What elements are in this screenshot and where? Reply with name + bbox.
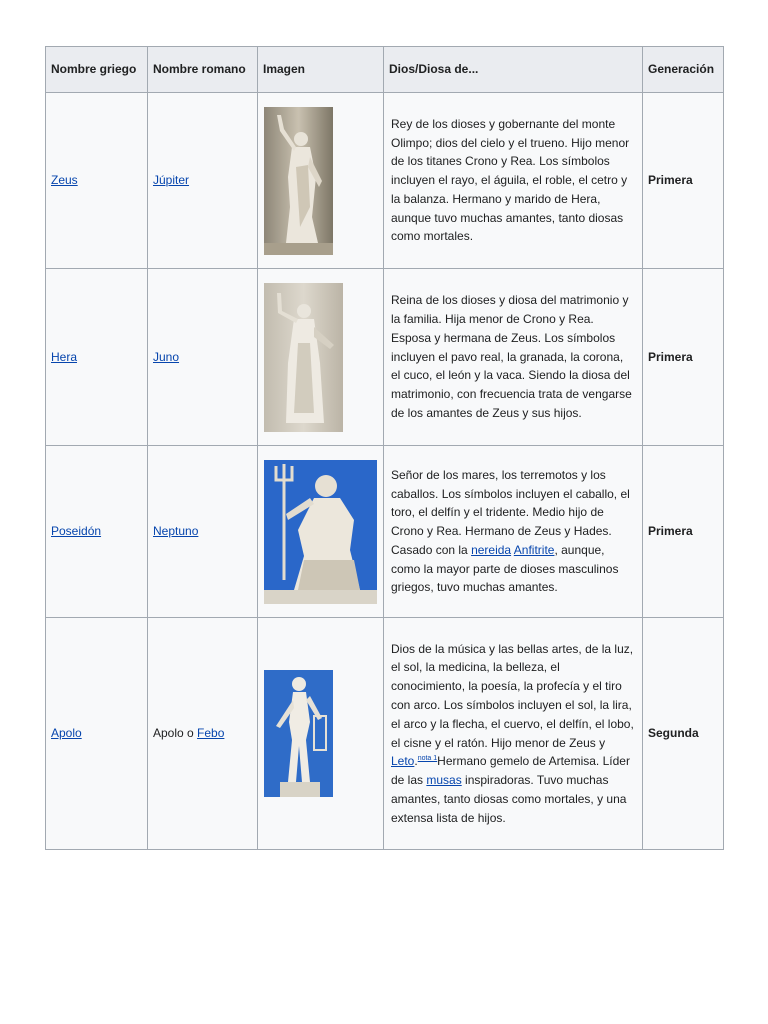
header-image: Imagen	[258, 47, 384, 93]
gods-table	[45, 46, 724, 850]
description-cell: Rey de los dioses y gobernante del monte Olimpo; dios del cielo y el trueno. Hijo menor de los titanes Crono y Rea. Los símbolos incluyen el rayo, el águila, el roble, el cetro y la balanza. Hermano y marido de Hera, aunque tuvo muchas amantes, tanto diosas como mortales.	[384, 93, 643, 269]
description-text: , aunque, como la mayor parte de dioses masculinos griegos, tuvo muchas amantes.	[391, 542, 619, 595]
hera-statue-image[interactable]	[264, 283, 378, 432]
link-anfitrite[interactable]: Anfitrite	[513, 542, 555, 557]
link-leto[interactable]: Leto	[391, 754, 415, 769]
header-generation: Generación	[643, 47, 724, 93]
description-cell: Reina de los dioses y diosa del matrimonio y la familia. Hija menor de Crono y Rea. Esposa y hermana de Zeus. Los símbolos incluyen el pavo real, la granada, la corona, el cuco, el león y la vaca. Siendo la diosa del matrimonio, con frecuencia trata de vengarse de los amantes de Zeus y sus hijos.	[384, 269, 643, 446]
greek-name-cell	[46, 269, 148, 446]
generation-cell: Primera	[643, 93, 724, 269]
footnote-link[interactable]: nota 1	[417, 755, 438, 763]
table-row	[46, 93, 724, 269]
table-row	[46, 269, 724, 446]
description-text: Señor de los mares, los terremotos y los caballos. Los símbolos incluyen el caballo, el toro, el delfín y el tridente. Medio hijo de Crono y Rea. Hermano de Zeus y Hades. Casado con la	[391, 467, 630, 557]
zeus-statue-image[interactable]	[264, 107, 378, 255]
link-neptuno[interactable]: Neptuno	[153, 524, 199, 539]
header-greek-name: Nombre griego	[46, 47, 148, 93]
link-zeus[interactable]: Zeus	[51, 173, 78, 188]
greek-name-cell	[46, 446, 148, 618]
image-cell	[258, 446, 384, 618]
poseidon-statue-image[interactable]	[264, 460, 378, 604]
generation-cell: Primera	[643, 269, 724, 446]
roman-name-text: Apolo o	[153, 726, 198, 741]
roman-name-cell	[148, 618, 258, 850]
link-nereida[interactable]: nereida	[471, 542, 512, 557]
table-header-row	[46, 47, 724, 93]
description-cell: Dios de la música y las bellas artes, de la luz, el sol, la medicina, la belleza, el conocimiento, la poesía, la profecía y el tiro con arco. Los símbolos incluyen el sol, la lira, el arco y la flecha, el cuervo, el delfín, el lobo, el cisne y el ratón. Hijo menor de Zeus y Leto.$^{nota 1}$Hermano gemelo de Artemisa. Líder de las musas inspiradoras. Tuvo muchas amantes, tanto diosas como mortales, y una extensa lista de hijos.	[384, 618, 643, 850]
link-jupiter[interactable]: Júpiter	[153, 173, 190, 188]
greek-name-cell	[46, 618, 148, 850]
link-poseidon[interactable]: Poseidón	[51, 524, 102, 539]
generation-cell: Segunda	[643, 618, 724, 850]
roman-name-cell	[148, 269, 258, 446]
image-cell	[258, 269, 384, 446]
description-text: Hermano gemelo de Artemisa. Líder de las	[391, 754, 630, 788]
link-hera[interactable]: Hera	[51, 349, 78, 364]
roman-name-cell	[148, 446, 258, 618]
description-cell	[384, 446, 643, 618]
generation-cell: Primera	[643, 446, 724, 618]
apolo-statue-image[interactable]	[264, 670, 378, 797]
link-juno[interactable]: Juno	[153, 349, 180, 364]
description-text: inspiradoras. Tuvo muchas amantes, tanto diosas como mortales, y una extensa lista de hijos.	[391, 773, 627, 825]
table-row	[46, 618, 724, 850]
link-musas[interactable]: musas	[426, 773, 462, 788]
description-text: Dios de la música y las bellas artes, de la luz, el sol, la medicina, la belleza, el conocimiento, la poesía, la profecía y el tiro con arco. Los símbolos incluyen el sol, la lira, el arco y la flecha, el cuervo, el delfín, el lobo, el cisne y el ratón. Hijo menor de Zeus y	[391, 641, 634, 750]
link-apolo[interactable]: Apolo	[51, 726, 82, 741]
table-row	[46, 446, 724, 618]
greek-name-cell	[46, 93, 148, 269]
roman-name-cell	[148, 93, 258, 269]
header-roman-name: Nombre romano	[148, 47, 258, 93]
image-cell	[258, 93, 384, 269]
link-febo[interactable]: Febo	[197, 726, 225, 741]
header-god-of: Dios/Diosa de...	[384, 47, 643, 93]
image-cell	[258, 618, 384, 850]
